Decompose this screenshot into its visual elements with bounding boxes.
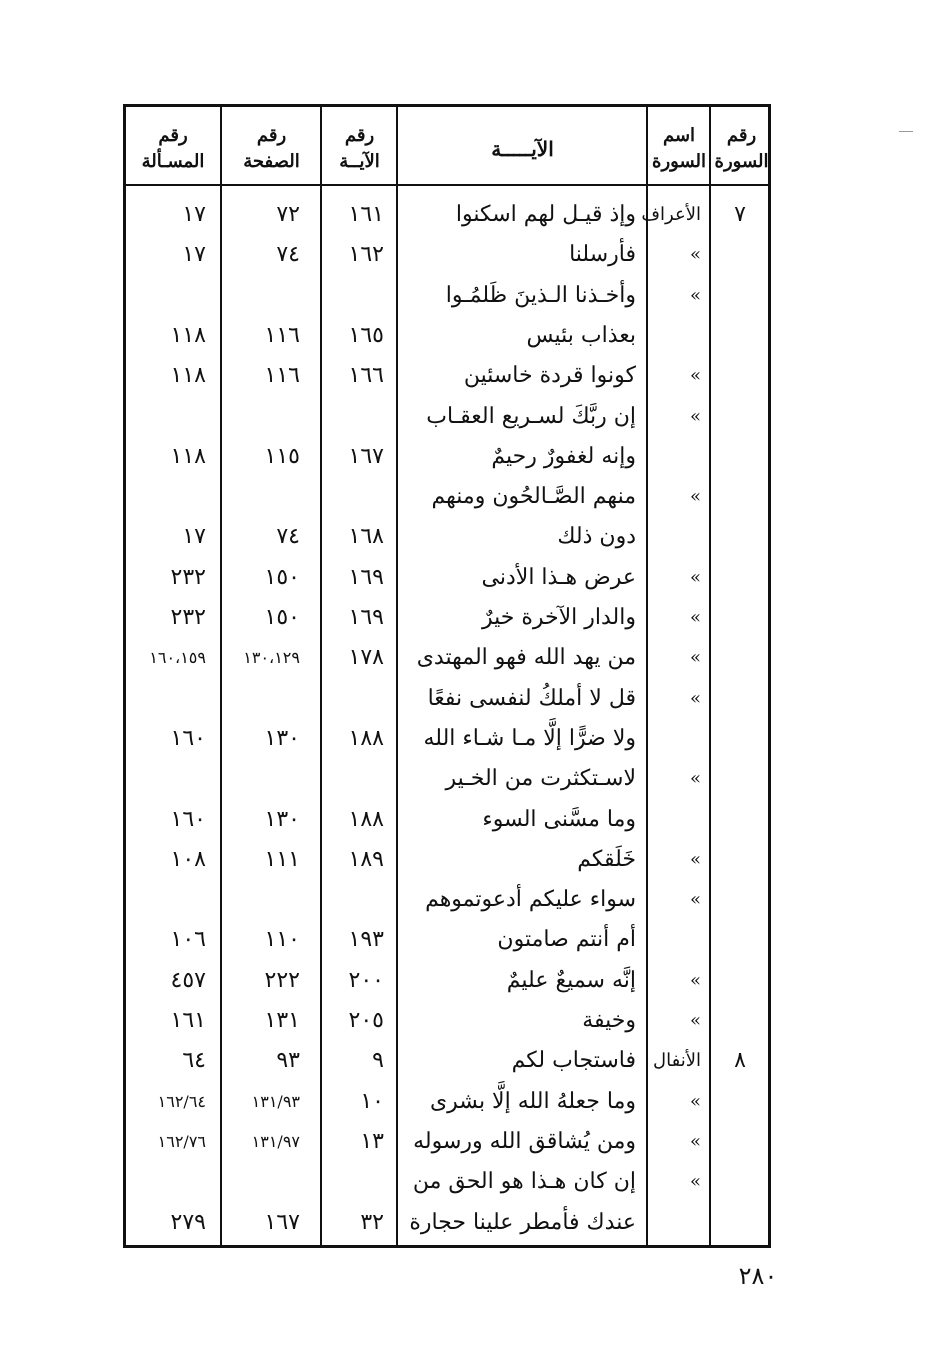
ayah-text-cell: خَلَقكم bbox=[577, 846, 636, 872]
header-divider bbox=[126, 184, 768, 186]
table-row bbox=[126, 1041, 768, 1081]
surah-number-cell bbox=[712, 356, 768, 396]
issue-number-cell: ١٠٦ bbox=[170, 927, 206, 953]
table-row bbox=[126, 759, 768, 799]
ayah-number-cell: ٢٠٥ bbox=[348, 1008, 384, 1033]
ayah-text-cell: منهم الصَّـالحُون ومنهم bbox=[431, 484, 636, 510]
table-row bbox=[126, 437, 768, 477]
table-row bbox=[126, 477, 768, 517]
ayah-text-cell: وخيفة bbox=[582, 1008, 636, 1033]
surah-name-cell: » bbox=[689, 486, 701, 508]
index-table bbox=[123, 104, 771, 1248]
ayah-number-cell: ١٦٧ bbox=[348, 443, 384, 469]
surah-name-cell: » bbox=[689, 889, 701, 911]
surah-number-cell bbox=[712, 1122, 768, 1162]
ayah-text-cell: بعذاب بئيس bbox=[526, 322, 636, 348]
table-row bbox=[126, 1203, 768, 1243]
table-row bbox=[126, 800, 768, 840]
ayah-text-cell: وإذ قيـل لهم اسكنوا bbox=[455, 202, 636, 227]
table-row bbox=[126, 1122, 768, 1162]
issue-number-cell: ١٧ bbox=[182, 524, 206, 550]
ayah-text-cell: عرض هـذا الأدنى bbox=[481, 564, 636, 590]
ayah-number-cell: ١٦٥ bbox=[348, 322, 384, 348]
page-number-cell: ١١١ bbox=[264, 846, 300, 872]
issue-number-cell: ٢٧٩ bbox=[170, 1209, 206, 1235]
ayah-text-cell: عندك فأمطر علينا حجارة bbox=[409, 1209, 636, 1235]
table-row bbox=[126, 920, 768, 960]
issue-number-cell bbox=[122, 1162, 212, 1202]
issue-number-cell bbox=[122, 880, 212, 920]
ayah-number-cell bbox=[318, 679, 390, 719]
issue-number-cell: ٦٤ bbox=[182, 1048, 206, 1074]
ayah-text-cell: من يهد الله فهو المهتدى bbox=[416, 645, 636, 671]
table-row bbox=[126, 397, 768, 437]
surah-name-cell: » bbox=[689, 405, 701, 427]
ayah-number-cell: ١٠ bbox=[360, 1088, 384, 1114]
table-row bbox=[126, 638, 768, 678]
ayah-number-cell: ١٨٨ bbox=[348, 806, 384, 832]
page-number-cell: ١٣٠ bbox=[264, 725, 300, 751]
surah-name-cell: » bbox=[689, 647, 701, 669]
surah-number-cell bbox=[712, 880, 768, 920]
ayah-text-cell: وأخـذنا الـذينَ ظَلمُـوا bbox=[445, 282, 636, 308]
surah-number-cell bbox=[712, 800, 768, 840]
issue-number-cell: ١١٨ bbox=[170, 443, 206, 469]
ayah-number-cell bbox=[318, 276, 390, 316]
ayah-number-cell: ١٩٣ bbox=[348, 927, 384, 953]
surah-name-cell bbox=[649, 316, 705, 356]
surah-name-cell: » bbox=[689, 284, 701, 306]
surah-number-cell bbox=[712, 1162, 768, 1202]
issue-number-cell: ١١٨ bbox=[170, 363, 206, 389]
ayah-text-cell: سواء عليكم أدعوتموهم bbox=[425, 887, 636, 913]
page-number-cell: ٧٢ bbox=[276, 202, 300, 227]
surah-name-cell: » bbox=[689, 365, 701, 387]
ayah-text-cell: ولا ضرًّا إلَّا مـا شـاء الله bbox=[423, 725, 636, 751]
ayah-number-cell: ١٨٩ bbox=[348, 846, 384, 872]
ayah-text-cell: لاسـتكثرت من الخـير bbox=[445, 766, 636, 792]
table-row bbox=[126, 840, 768, 880]
margin-mark bbox=[899, 131, 913, 132]
surah-name-cell: » bbox=[689, 687, 701, 709]
page-number-cell bbox=[216, 477, 312, 517]
ayah-text-cell: أم أنتم صامتون bbox=[497, 927, 636, 953]
ayah-text-cell: والدار الآخرة خيرٌ bbox=[481, 605, 636, 630]
table-row bbox=[126, 679, 768, 719]
table-row bbox=[126, 195, 768, 235]
ayah-number-cell bbox=[318, 1162, 390, 1202]
ayah-number-cell: ١٦٩ bbox=[348, 605, 384, 630]
page-number-cell: ١١٥ bbox=[264, 443, 300, 469]
surah-number-cell bbox=[712, 638, 768, 678]
table-row bbox=[126, 517, 768, 557]
surah-number-cell bbox=[712, 1203, 768, 1243]
surah-name-cell bbox=[649, 437, 705, 477]
ayah-text-cell: إن كان هـذا هو الحق من bbox=[412, 1169, 636, 1195]
issue-number-cell: ١١٨ bbox=[170, 322, 206, 348]
ayah-text-cell: كونوا قردة خاسئين bbox=[463, 363, 636, 389]
ayah-number-cell: ٩ bbox=[372, 1048, 384, 1074]
page-number-cell bbox=[216, 880, 312, 920]
surah-name-cell bbox=[649, 719, 705, 759]
page-number-cell bbox=[216, 679, 312, 719]
surah-number-cell bbox=[712, 598, 768, 638]
ayah-text-cell: فأرسلنا bbox=[569, 242, 636, 268]
header-issue-number: رقم المسـألة bbox=[141, 125, 205, 172]
table-row bbox=[126, 558, 768, 598]
surah-number-cell bbox=[712, 840, 768, 880]
page-number-cell: ١١٠ bbox=[264, 927, 300, 953]
surah-number-cell bbox=[712, 316, 768, 356]
header-page-number: رقم الصفحة bbox=[243, 125, 300, 172]
page-number-cell: ١٥٠ bbox=[264, 605, 300, 630]
surah-number-cell bbox=[712, 719, 768, 759]
ayah-text-cell: وإنه لغفورٌ رحيمٌ bbox=[491, 443, 636, 469]
page-number-cell bbox=[216, 276, 312, 316]
surah-number-cell: ٧ bbox=[734, 202, 746, 227]
issue-number-cell: ١٠٨ bbox=[170, 846, 206, 872]
issue-number-cell: ١٦٢/٧٦ bbox=[157, 1131, 206, 1151]
header-ayah-number: رقم الآيــة bbox=[339, 125, 380, 172]
issue-number-cell: ٢٣٢ bbox=[170, 605, 206, 630]
table-row bbox=[126, 235, 768, 275]
surah-number-cell bbox=[712, 558, 768, 598]
page-number-cell bbox=[216, 1162, 312, 1202]
surah-name-cell bbox=[649, 1203, 705, 1243]
ayah-number-cell: ١٦٨ bbox=[348, 524, 384, 550]
header-surah-name: اسم السورة bbox=[652, 125, 706, 172]
surah-number-cell bbox=[712, 679, 768, 719]
page-number-cell: ٧٤ bbox=[276, 242, 300, 268]
ayah-number-cell bbox=[318, 397, 390, 437]
ayah-number-cell: ٢٠٠ bbox=[348, 967, 384, 993]
surah-name-cell bbox=[649, 800, 705, 840]
surah-number-cell bbox=[712, 1082, 768, 1122]
surah-name-cell: » bbox=[689, 1130, 701, 1152]
surah-name-cell: الأنفال bbox=[653, 1050, 701, 1072]
issue-number-cell: ١٧ bbox=[182, 242, 206, 268]
surah-number-cell: ٨ bbox=[734, 1048, 746, 1074]
page-number-cell: ١٣٠،١٢٩ bbox=[243, 648, 300, 668]
page-number-cell: ١١٦ bbox=[264, 322, 300, 348]
surah-name-cell: » bbox=[689, 566, 701, 588]
header-ayah-text: الآيـــــة bbox=[491, 137, 554, 161]
ayah-text-cell: دون ذلك bbox=[557, 524, 636, 550]
ayah-number-cell: ١٦٩ bbox=[348, 564, 384, 590]
page-number-cell: ١٥٠ bbox=[264, 564, 300, 590]
ayah-number-cell: ١٨٨ bbox=[348, 725, 384, 751]
page-number-cell: ١٣٠ bbox=[264, 806, 300, 832]
table-row bbox=[126, 1162, 768, 1202]
ayah-text-cell: قل لا أملكُ لنفسى نفعًا bbox=[427, 685, 636, 711]
surah-number-cell bbox=[712, 437, 768, 477]
surah-name-cell: الأعراف bbox=[641, 204, 701, 225]
ayah-text-cell: إن ربَّكَ لسـريع العقـاب bbox=[426, 403, 636, 429]
ayah-number-cell: ٣٢ bbox=[360, 1209, 384, 1235]
ayah-number-cell bbox=[318, 880, 390, 920]
ayah-text-cell: وما مسَّنى السوء bbox=[482, 806, 636, 832]
issue-number-cell bbox=[122, 759, 212, 799]
issue-number-cell bbox=[122, 397, 212, 437]
header-surah-number: رقم السورة bbox=[714, 125, 769, 172]
surah-number-cell bbox=[712, 477, 768, 517]
table-row bbox=[126, 316, 768, 356]
ayah-number-cell bbox=[318, 759, 390, 799]
page-number: ٢٨٠ bbox=[738, 1262, 778, 1290]
surah-name-cell bbox=[649, 517, 705, 557]
surah-number-cell bbox=[712, 961, 768, 1001]
surah-name-cell: » bbox=[689, 607, 701, 628]
page-number-cell: ١٣١/٩٣ bbox=[251, 1091, 300, 1111]
issue-number-cell: ١٦٢/٦٤ bbox=[157, 1091, 206, 1111]
table-row bbox=[126, 719, 768, 759]
surah-name-cell: » bbox=[689, 1171, 701, 1193]
page-number-cell: ١٣١/٩٧ bbox=[251, 1131, 300, 1151]
page-number-cell: ١٣١ bbox=[264, 1008, 300, 1033]
surah-number-cell bbox=[712, 759, 768, 799]
issue-number-cell: ١٦٠ bbox=[170, 806, 206, 832]
surah-name-cell: » bbox=[689, 244, 701, 266]
page-number-cell bbox=[216, 397, 312, 437]
ayah-number-cell: ١٦١ bbox=[348, 202, 384, 227]
page-number-cell: ٩٣ bbox=[276, 1048, 300, 1074]
issue-number-cell: ١٧ bbox=[182, 202, 206, 227]
surah-number-cell bbox=[712, 235, 768, 275]
issue-number-cell bbox=[122, 679, 212, 719]
table-row bbox=[126, 961, 768, 1001]
surah-name-cell: » bbox=[689, 1010, 701, 1031]
ayah-text-cell: إنَّه سميعٌ عليمٌ bbox=[506, 967, 636, 993]
issue-number-cell: ١٦٠،١٥٩ bbox=[149, 648, 206, 668]
surah-number-cell bbox=[712, 397, 768, 437]
ayah-text-cell: ومن يُشاقق الله ورسوله bbox=[413, 1128, 636, 1154]
ayah-number-cell: ١٦٢ bbox=[348, 242, 384, 268]
surah-name-cell: » bbox=[689, 969, 701, 991]
issue-number-cell: ١٦٠ bbox=[170, 725, 206, 751]
table-row bbox=[126, 356, 768, 396]
surah-number-cell bbox=[712, 1001, 768, 1041]
surah-name-cell: » bbox=[689, 1090, 701, 1112]
page-number-cell: ٢٢٢ bbox=[264, 967, 300, 993]
issue-number-cell: ٢٣٢ bbox=[170, 564, 206, 590]
table-row bbox=[126, 1082, 768, 1122]
page-number-cell: ١١٦ bbox=[264, 363, 300, 389]
ayah-text-cell: فاستجاب لكم bbox=[511, 1048, 636, 1074]
ayah-text-cell: وما جعلهُ الله إلَّا بشرى bbox=[429, 1088, 636, 1114]
page-number-cell bbox=[216, 759, 312, 799]
issue-number-cell: ٤٥٧ bbox=[170, 967, 206, 993]
surah-name-cell: » bbox=[689, 848, 701, 870]
table-row bbox=[126, 1001, 768, 1041]
surah-name-cell: » bbox=[689, 768, 701, 790]
page-number-cell: ٧٤ bbox=[276, 524, 300, 550]
issue-number-cell bbox=[122, 276, 212, 316]
surah-number-cell bbox=[712, 920, 768, 960]
page-number-cell: ١٦٧ bbox=[264, 1209, 300, 1235]
table-row bbox=[126, 276, 768, 316]
table-row bbox=[126, 598, 768, 638]
surah-name-cell bbox=[649, 920, 705, 960]
ayah-number-cell: ١٧٨ bbox=[348, 645, 384, 671]
issue-number-cell: ١٦١ bbox=[170, 1008, 206, 1033]
ayah-number-cell: ١٦٦ bbox=[348, 363, 384, 389]
surah-number-cell bbox=[712, 276, 768, 316]
surah-number-cell bbox=[712, 517, 768, 557]
ayah-number-cell: ١٣ bbox=[360, 1128, 384, 1154]
table-row bbox=[126, 880, 768, 920]
ayah-number-cell bbox=[318, 477, 390, 517]
issue-number-cell bbox=[122, 477, 212, 517]
